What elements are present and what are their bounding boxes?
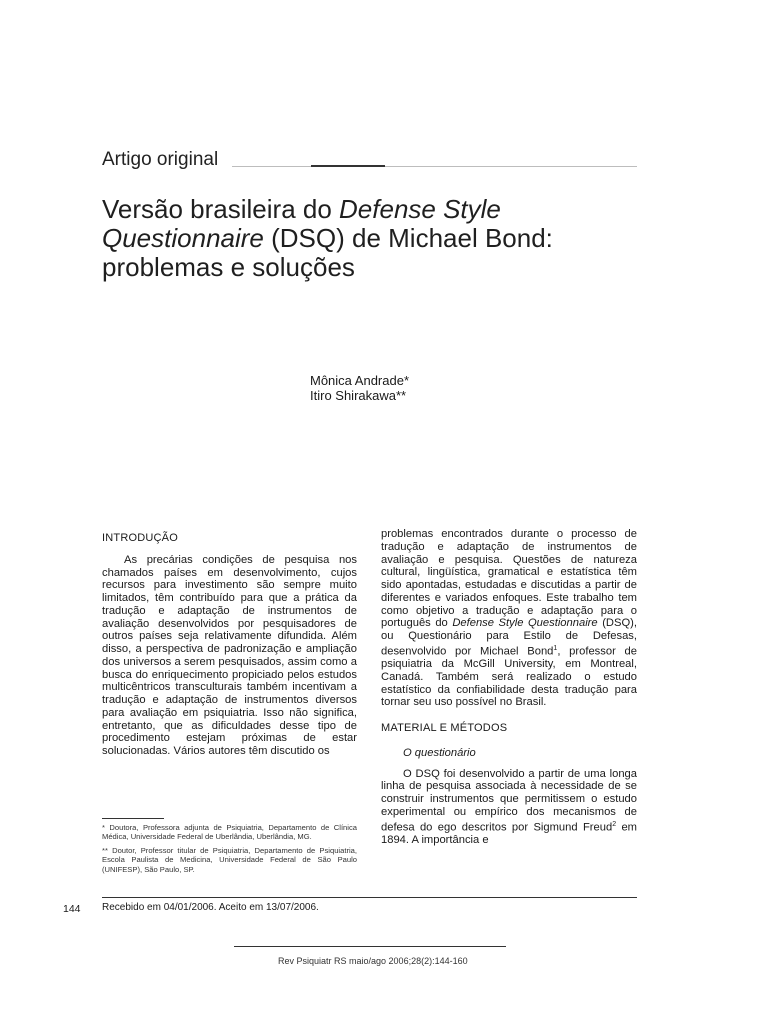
paragraph-text: problemas encontrados durante o processo de tradução e adaptação de instrumentos de avaliação e pesquisa. Questões de natureza cultural, lingüística, gramatical e estatística têm sido apontadas, estudadas e discutidas a partir de diferentes e variados enfoques. Este trabalho tem como objetivo a tradução e adaptação para o português do xyxy=(381,528,637,630)
right-column xyxy=(381,528,637,847)
article-title xyxy=(102,195,642,282)
footnotes xyxy=(102,823,357,878)
subsection-heading: O questionário xyxy=(403,746,476,759)
title-italic: Defense Style Questionnaire xyxy=(102,194,501,253)
title-text-2: (DSQ) de Michael Bond: problemas e soluções xyxy=(102,223,553,282)
author-name: Mônica Andrade* xyxy=(310,373,410,388)
paragraph-text: em 1894. A importância e xyxy=(381,821,637,847)
footnote-rule xyxy=(102,818,164,819)
body-paragraph xyxy=(381,528,637,709)
header-rule-accent xyxy=(311,165,385,167)
section-label: Artigo original xyxy=(102,149,219,170)
body-paragraph xyxy=(381,768,637,847)
journal-rule xyxy=(234,946,506,947)
footnote: ** Doutor, Professor titular de Psiquiatria, Departamento de Psiquiatria, Escola Paulista de Medicina, Universidade Federal de São Paulo (UNIFESP), São Paulo, SP. xyxy=(102,845,357,874)
paragraph-text: , professor de psiquiatria da McGill University, em Montreal, Canadá. Também será realizado o estudo estatístico da confiabilidade desta tradução para tornar seu uso possível no Brasil. xyxy=(381,645,637,709)
footnote: * Doutora, Professora adjunta de Psiquiatria, Departamento de Clínica Médica, Universidade Federal de Uberlândia, Uberlândia, MG. xyxy=(102,823,357,842)
citation-superscript: 2 xyxy=(612,820,617,828)
left-column xyxy=(102,532,357,758)
footer-rule xyxy=(102,897,637,898)
paragraph-italic: Defense Style Questionnaire xyxy=(452,617,598,630)
citation-superscript: 1 xyxy=(553,644,558,652)
author-name: Itiro Shirakawa** xyxy=(310,388,407,403)
section-heading-methods: MATERIAL E MÉTODOS xyxy=(381,722,508,735)
header-rule xyxy=(232,166,637,167)
paragraph-text: (DSQ), ou Questionário para Estilo de Defesas, desenvolvido por Michael Bond xyxy=(381,617,637,658)
journal-citation: Rev Psiquiatr RS maio/ago 2006;28(2):144-160 xyxy=(278,956,468,966)
section-heading-introduction: INTRODUÇÃO xyxy=(102,532,178,544)
page-number: 144 xyxy=(63,903,81,915)
author-list xyxy=(310,373,409,403)
paragraph-text: O DSQ foi desenvolvido a partir de uma longa linha de pesquisa associada à necessidade de se construir instrumentos que permitissem o estudo experimental ou empírico dos mecanismos de defesa do ego descritos por Sigmund Freud xyxy=(381,767,637,834)
body-paragraph: As precárias condições de pesquisa nos chamados países em desenvolvimento, cujos recursos para investimento são sempre muito limitados, têm contribuído para que a prática da tradução e adaptação de instrumentos de avaliação desenvolvidos por pesquisadores de outros países seja relativamente difundida. Além disso, a perspectiva de padronização e ampliação dos universos a serem pesquisados, assim como a busca do enriquecimento propiciado pelos estudos multicêntricos transculturais também incentivam a tradução e adaptação de instrumentos diversos para avaliação em psiquiatria. Isso não significa, entretanto, que as dificuldades desse tipo de procedimento estejam próximas de estar solucionadas. Vários autores têm discutido os xyxy=(102,553,357,757)
title-text-1: Versão brasileira do xyxy=(102,194,340,224)
received-dates: Recebido em 04/01/2006. Aceito em 13/07/2006. xyxy=(102,902,319,913)
